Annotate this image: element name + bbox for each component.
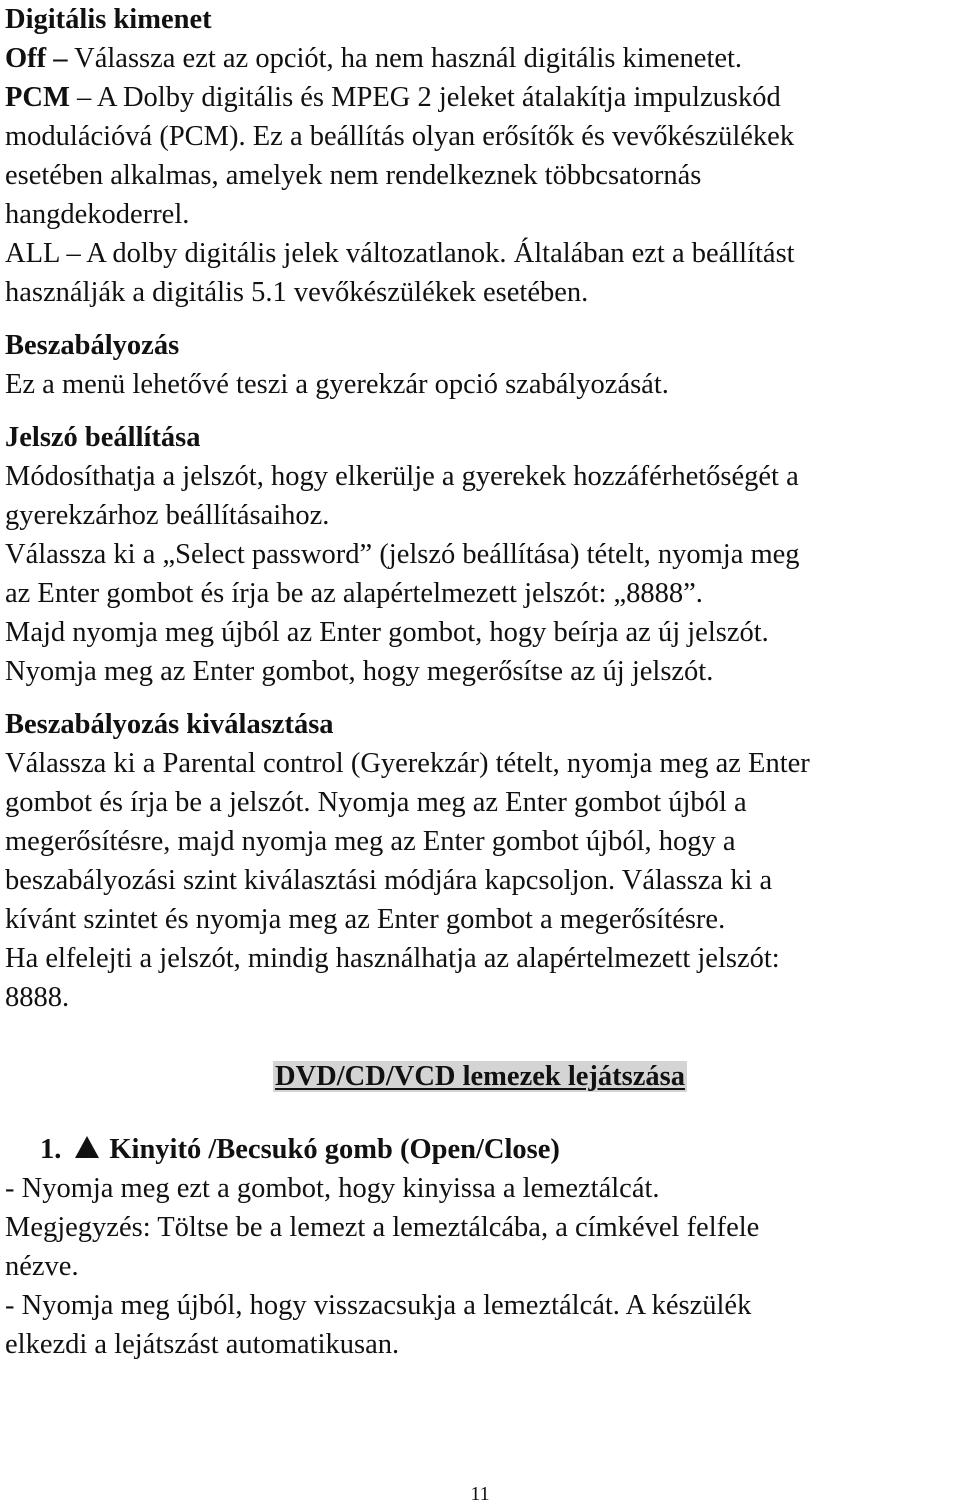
heading-digital-output: Digitális kimenet	[5, 4, 212, 35]
pcm-term: PCM	[5, 82, 70, 113]
open-close-line-2: Megjegyzés: Töltse be a lemezt a lemeztálcába, a címkével felfele	[5, 1212, 760, 1243]
playback-section-title	[5, 1057, 955, 1096]
select-line-6: Ha elfelejti a jelszót, mindig használhatja az alapértelmezett jelszót:	[5, 943, 780, 974]
pcm-line-3: esetében alkalmas, amelyek nem rendelkeznek többcsatornás	[5, 160, 702, 191]
select-line-5: kívánt szintet és nyomja meg az Enter gombot a megerősítésre.	[5, 904, 726, 935]
playback-section-title-text: DVD/CD/VCD lemezek lejátszása	[275, 1061, 685, 1092]
heading-password: Jelszó beállítása	[5, 422, 201, 453]
open-close-line-5: elkezdi a lejátszást automatikusan.	[5, 1329, 400, 1360]
off-text: Válassza ezt az opciót, ha nem használ digitális kimenetet.	[67, 43, 743, 74]
pcm-line-4: hangdekoderrel.	[5, 199, 190, 230]
password-line-2: gyerekzárhoz beállításaihoz.	[5, 500, 330, 531]
eject-triangle-icon	[75, 1136, 99, 1158]
open-close-line-1: - Nyomja meg ezt a gombot, hogy kinyissa a lemeztálcát.	[5, 1173, 660, 1204]
select-line-7: 8888.	[5, 982, 70, 1013]
parental-desc: Ez a menü lehetővé teszi a gyerekzár opció szabályozását.	[5, 369, 669, 400]
item-number: 1.	[40, 1134, 62, 1165]
password-line-3: Válassza ki a „Select password” (jelszó beállítása) tételt, nyomja meg	[5, 539, 800, 570]
password-line-1: Módosíthatja a jelszót, hogy elkerülje a gyerekek hozzáférhetőségét a	[5, 461, 799, 492]
heading-parental-select: Beszabályozás kiválasztása	[5, 709, 334, 740]
off-term: Off –	[5, 43, 68, 74]
page-number: 11	[470, 1483, 490, 1505]
pcm-text: – A Dolby digitális és MPEG 2 jeleket átalakítja impulzuskód	[69, 82, 781, 113]
off-option	[5, 39, 955, 78]
password-line-5: Majd nyomja meg újból az Enter gombot, hogy beírja az új jelszót.	[5, 617, 769, 648]
all-option-line-2: használják a digitális 5.1 vevőkészülékek esetében.	[5, 277, 589, 308]
select-line-2: gombot és írja be a jelszót. Nyomja meg az Enter gombot újból a	[5, 787, 747, 818]
open-close-line-4: - Nyomja meg újból, hogy visszacsukja a lemeztálcát. A készülék	[5, 1290, 752, 1321]
password-line-6: Nyomja meg az Enter gombot, hogy megerősítse az új jelszót.	[5, 656, 714, 687]
open-close-line-3: nézve.	[5, 1251, 79, 1282]
document-page	[5, 0, 955, 1364]
password-line-4: az Enter gombot és írja be az alapértelmezett jelszót: „8888”.	[5, 578, 703, 609]
pcm-line-2: modulációvá (PCM). Ez a beállítás olyan erősítők és vevőkészülékek	[5, 121, 795, 152]
all-option-line-1: ALL – A dolby digitális jelek változatlanok. Általában ezt a beállítást	[5, 238, 795, 269]
heading-parental: Beszabályozás	[5, 330, 180, 361]
select-line-3: megerősítésre, majd nyomja meg az Enter gombot újból, hogy a	[5, 826, 736, 857]
select-line-4: beszabályozási szint kiválasztási módjára kapcsoljon. Válassza ki a	[5, 865, 773, 896]
pcm-option	[5, 78, 955, 117]
item-heading-text: Kinyitó /Becsukó gomb (Open/Close)	[109, 1134, 560, 1165]
item-open-close-heading	[5, 1130, 955, 1169]
select-line-1: Válassza ki a Parental control (Gyerekzár) tételt, nyomja meg az Enter	[5, 748, 810, 779]
